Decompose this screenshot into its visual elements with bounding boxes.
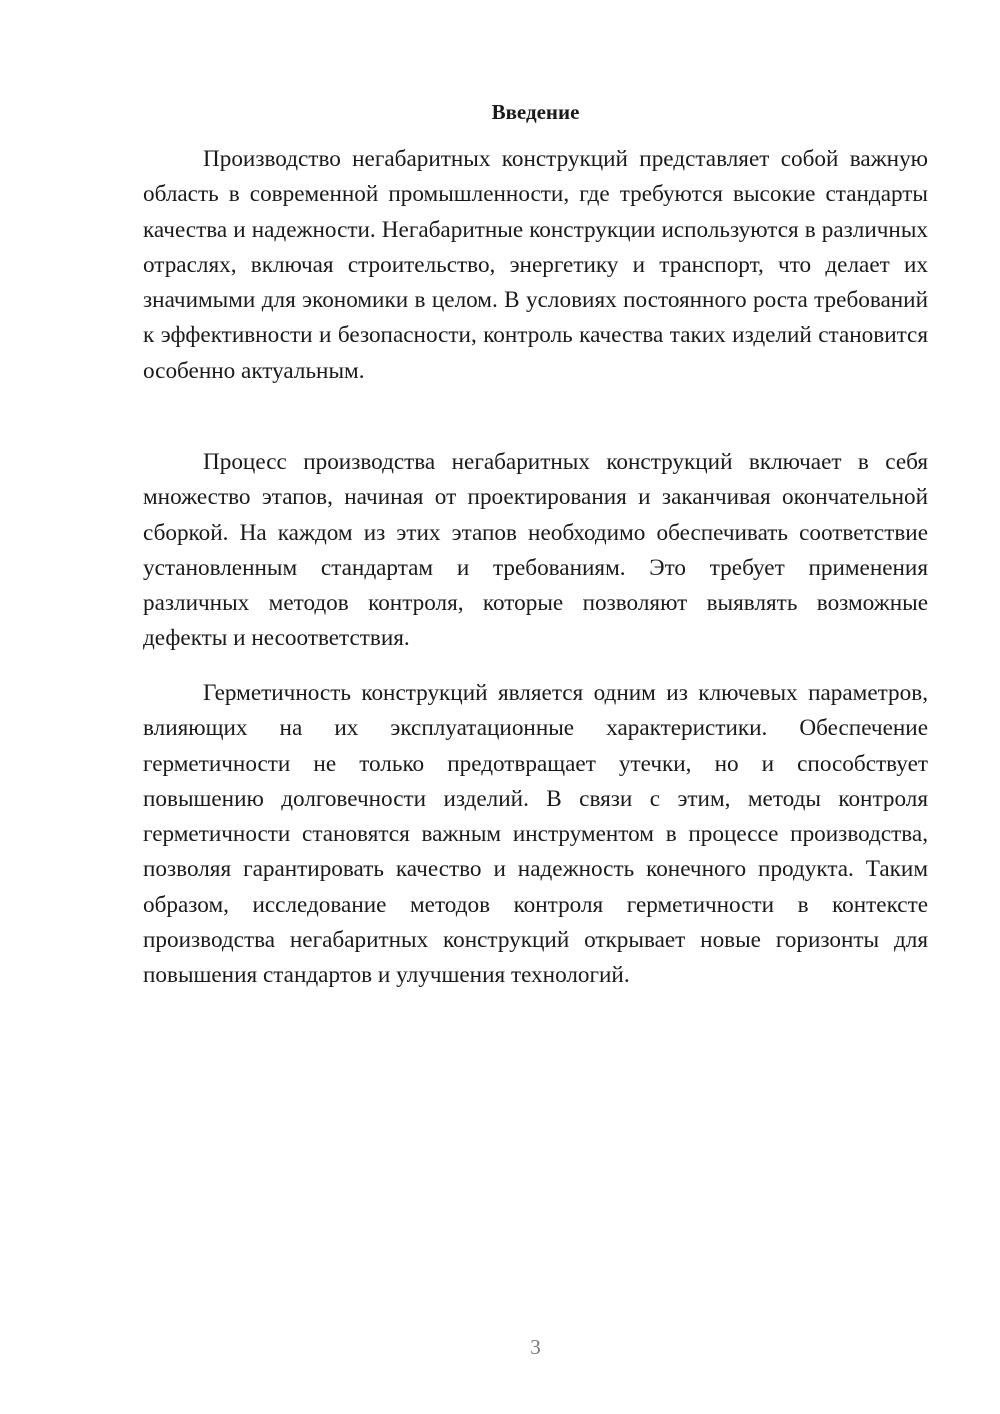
paragraph-hermeticity: Герметичность конструкций является одним из ключевых параметров, влияющих на их эксплуатационные характеристики. Обеспечение герметичности не только предотвращает утечки, но и способствует повышению долговечности изделий. В связи с этим, методы контроля герметичности становятся важным инструментом в процессе производства, позволяя гарантировать качество и надежность конечного продукта. Таким образом, исследование методов контроля герметичности в контексте производства негабаритных конструкций открывает новые горизонты для повышения стандартов и улучшения технологий.: [143, 680, 928, 989]
paragraph-production-overview: Производство негабаритных конструкций представляет собой важную область в современной промышленности, где требуются высокие стандарты качества и надежности. Негабаритные конструкции используются в различных отраслях, включая строительство, энергетику и транспорт, что делает их значимыми для экономики в целом. В условиях постоянного роста требований к эффективности и безопасности, контроль качества таких изделий становится особенно актуальным.: [143, 146, 928, 384]
page-number: 3: [530, 1335, 541, 1359]
page-title: Введение: [491, 100, 580, 124]
paragraph-production-process: Процесс производства негабаритных конструкций включает в себя множество этапов, начиная от проектирования и заканчивая окончательной сборкой. На каждом из этих этапов необходимо обеспечивать соответствие установленным стандартам и требованиям. Это требует применения различных методов контроля, которые позволяют выявлять возможные дефекты и несоответствия.: [143, 449, 928, 652]
